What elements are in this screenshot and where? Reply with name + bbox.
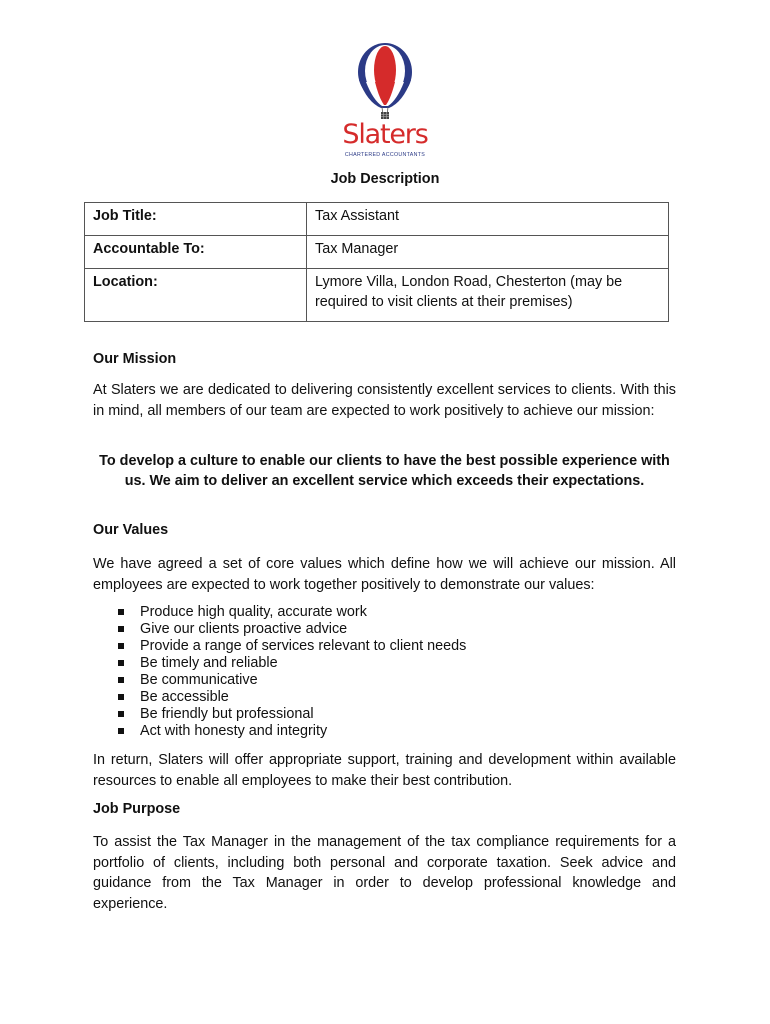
values-intro-block bbox=[93, 554, 676, 595]
list-item: Act with honesty and integrity bbox=[93, 723, 676, 740]
purpose-text: To assist the Tax Manager in the management of the tax compliance requirements for a portfolio of clients, including both personal and corporate taxation. Seek advice and guidance from the Tax Manager in order to develop professional knowledge and experience. bbox=[93, 834, 676, 912]
page-title: Job Description bbox=[330, 171, 440, 187]
mission-text-block bbox=[93, 380, 676, 421]
bullet-icon bbox=[118, 728, 124, 734]
list-item: Be communicative bbox=[93, 672, 676, 689]
values-list bbox=[93, 604, 676, 740]
mission-heading: Our Mission bbox=[93, 351, 177, 367]
values-list-block bbox=[93, 604, 676, 740]
list-item: Be timely and reliable bbox=[93, 655, 676, 672]
bullet-icon bbox=[118, 609, 124, 615]
mission-statement: To develop a culture to enable our clients to have the best possible experience with us. We aim to deliver an excellent service which exceeds their expectations. bbox=[99, 453, 670, 489]
job-info-table bbox=[84, 202, 669, 322]
list-item: Provide a range of services relevant to client needs bbox=[93, 638, 676, 655]
accountable-to-label: Accountable To: bbox=[85, 236, 307, 269]
brand-tagline: CHARTERED ACCOUNTANTS bbox=[344, 152, 426, 158]
bullet-icon bbox=[118, 711, 124, 717]
purpose-heading: Job Purpose bbox=[93, 801, 181, 817]
purpose-section bbox=[93, 801, 676, 817]
values-intro: We have agreed a set of core values which define how we will achieve our mission. All employees are expected to work together positively to demonstrate our values: bbox=[93, 556, 676, 593]
location-label: Location: bbox=[85, 269, 307, 322]
list-item: Be accessible bbox=[93, 689, 676, 706]
table-row bbox=[85, 236, 669, 269]
job-title-value: Tax Assistant bbox=[307, 203, 669, 236]
bullet-icon bbox=[118, 677, 124, 683]
mission-text: At Slaters we are dedicated to delivering consistently excellent services to clients. With this in mind, all members of our team are expected to work positively to achieve our mission: bbox=[93, 382, 676, 419]
values-closing-block bbox=[93, 750, 676, 791]
bullet-icon bbox=[118, 694, 124, 700]
table-row bbox=[85, 203, 669, 236]
list-item: Be friendly but professional bbox=[93, 706, 676, 723]
bullet-icon bbox=[118, 643, 124, 649]
purpose-text-block bbox=[93, 832, 676, 914]
bullet-icon bbox=[118, 626, 124, 632]
mission-section bbox=[93, 351, 676, 367]
location-value: Lymore Villa, London Road, Chesterton (may be required to visit clients at their premises) bbox=[307, 269, 669, 322]
values-section bbox=[93, 522, 676, 538]
table-row bbox=[85, 269, 669, 322]
brand-name: Slaters bbox=[342, 119, 428, 150]
slaters-logo bbox=[337, 42, 433, 162]
list-item: Produce high quality, accurate work bbox=[93, 604, 676, 621]
list-item: Give our clients proactive advice bbox=[93, 621, 676, 638]
mission-statement-block bbox=[88, 451, 681, 491]
values-heading: Our Values bbox=[93, 522, 169, 538]
accountable-to-value: Tax Manager bbox=[307, 236, 669, 269]
values-closing: In return, Slaters will offer appropriate support, training and development within available resources to enable all employees to make their best contribution. bbox=[93, 752, 676, 789]
bullet-icon bbox=[118, 660, 124, 666]
hot-air-balloon-icon bbox=[337, 42, 433, 120]
job-title-label: Job Title: bbox=[85, 203, 307, 236]
